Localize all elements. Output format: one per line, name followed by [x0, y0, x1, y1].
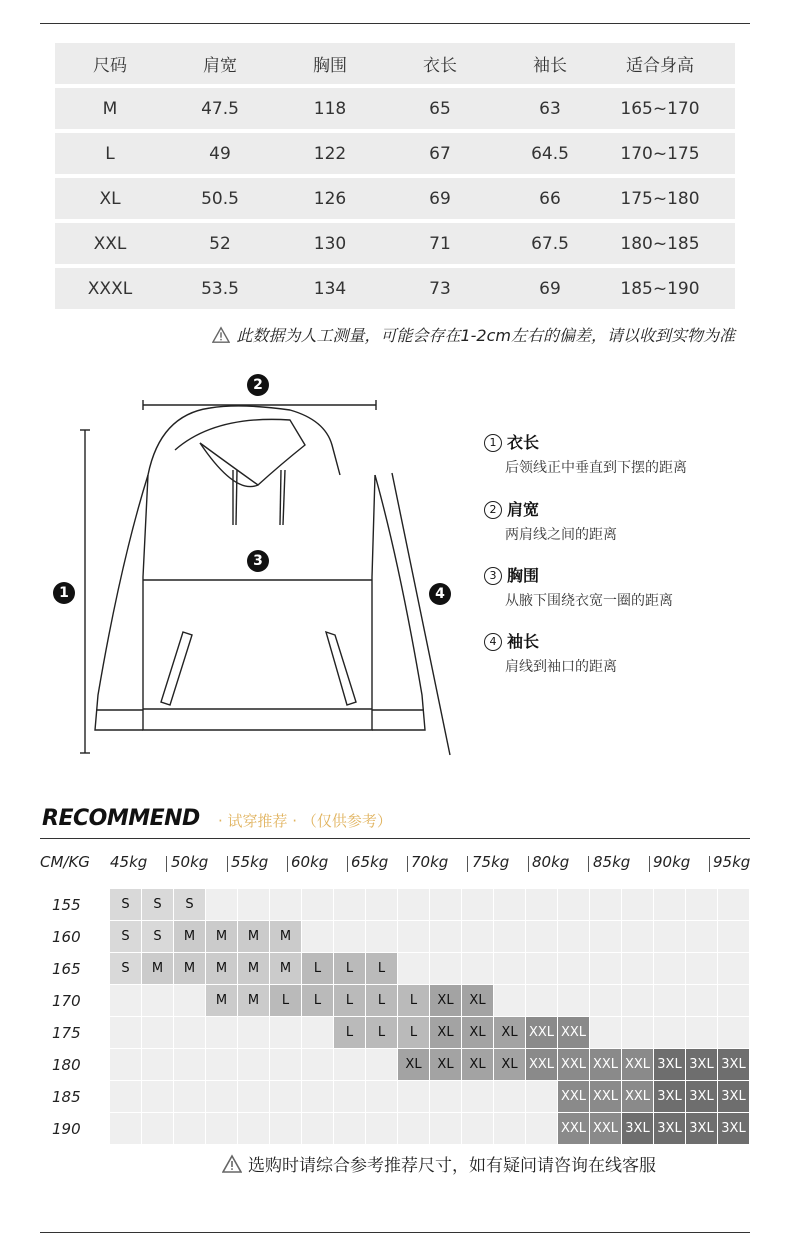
- weight-separator: [347, 856, 348, 872]
- grid-cell: [686, 921, 717, 952]
- grid-cell: [558, 889, 589, 920]
- size-cell: 肩宽: [203, 56, 237, 76]
- grid-cell: M: [174, 953, 205, 984]
- grid-cell: M: [206, 921, 237, 952]
- grid-cell: [302, 1017, 333, 1048]
- grid-cell: [302, 1113, 333, 1144]
- recommend-subtitle: · 试穿推荐 · （仅供参考）: [218, 812, 392, 830]
- grid-cell: [398, 953, 429, 984]
- grid-cell: [302, 1081, 333, 1112]
- legend-desc: 后领线正中垂直到下摆的距离: [505, 460, 687, 476]
- grid-cell: S: [110, 921, 141, 952]
- grid-cell: L: [334, 985, 365, 1016]
- size-cell: 71: [429, 233, 451, 254]
- grid-cell: 3XL: [718, 1049, 749, 1080]
- legend-chest: [484, 563, 744, 610]
- grid-cell: [718, 953, 749, 984]
- grid-cell: [558, 921, 589, 952]
- height-label: 165: [52, 960, 81, 978]
- grid-cell: L: [398, 1017, 429, 1048]
- size-cell: XXL: [93, 233, 127, 254]
- grid-cell: 3XL: [654, 1113, 685, 1144]
- recommend-rule: [40, 838, 750, 839]
- grid-cell: [526, 1081, 557, 1112]
- grid-cell: [686, 953, 717, 984]
- grid-cell: XXL: [590, 1049, 621, 1080]
- grid-cell: [462, 921, 493, 952]
- weight-separator: [166, 856, 167, 872]
- grid-cell: [302, 1049, 333, 1080]
- marker-4: 4: [429, 583, 451, 605]
- height-label: 170: [52, 992, 81, 1010]
- grid-cell: M: [206, 985, 237, 1016]
- grid-cell: [526, 953, 557, 984]
- grid-cell: [718, 921, 749, 952]
- grid-row: [110, 1049, 750, 1080]
- grid-cell: [654, 1017, 685, 1048]
- grid-cell: [494, 921, 525, 952]
- size-cell: 69: [539, 278, 561, 299]
- grid-cell: [206, 1017, 237, 1048]
- grid-cell: [302, 921, 333, 952]
- measurement-note-text: 此数据为人工测量，可能会存在1-2cm左右的偏差，请以收到实物为准: [236, 326, 735, 345]
- grid-cell: L: [334, 953, 365, 984]
- grid-row: [110, 921, 750, 952]
- legend-desc: 肩线到袖口的距离: [505, 659, 617, 675]
- grid-cell: [206, 1049, 237, 1080]
- grid-cell: XXL: [622, 1081, 653, 1112]
- grid-cell: [174, 1081, 205, 1112]
- grid-cell: XL: [430, 1049, 461, 1080]
- weight-label: 45kg: [110, 853, 148, 871]
- weight-label: 70kg: [411, 853, 449, 871]
- weight-label: 65kg: [351, 853, 389, 871]
- grid-cell: [174, 1113, 205, 1144]
- grid-cell: [142, 985, 173, 1016]
- size-table-row: [55, 268, 735, 309]
- grid-cell: [206, 1081, 237, 1112]
- size-cell: 118: [313, 98, 347, 119]
- grid-cell: [526, 1113, 557, 1144]
- weight-label: 50kg: [171, 853, 209, 871]
- grid-cell: L: [366, 985, 397, 1016]
- legend-desc: 两肩线之间的距离: [505, 527, 617, 543]
- size-cell: 73: [429, 278, 451, 299]
- grid-cell: 3XL: [686, 1081, 717, 1112]
- size-cell: 胸围: [313, 56, 347, 76]
- legend-shoulder: [484, 497, 744, 544]
- size-cell: L: [105, 143, 115, 164]
- grid-cell: XXL: [590, 1113, 621, 1144]
- grid-cell: M: [270, 921, 301, 952]
- grid-cell: [526, 921, 557, 952]
- size-table-header: [55, 43, 735, 84]
- size-table: [55, 43, 735, 313]
- size-cell: 185~190: [620, 278, 700, 299]
- grid-cell: [558, 953, 589, 984]
- grid-cell: [622, 953, 653, 984]
- grid-cell: [334, 1049, 365, 1080]
- grid-cell: [494, 953, 525, 984]
- grid-cell: [110, 1081, 141, 1112]
- grid-cell: L: [270, 985, 301, 1016]
- grid-cell: [494, 1113, 525, 1144]
- grid-cell: XL: [462, 1049, 493, 1080]
- size-cell: 67.5: [531, 233, 569, 254]
- weight-separator: [467, 856, 468, 872]
- grid-cell: XXL: [590, 1081, 621, 1112]
- grid-cell: [526, 985, 557, 1016]
- size-cell: 126: [313, 188, 347, 209]
- grid-cell: [238, 1113, 269, 1144]
- size-cell: 175~180: [620, 188, 700, 209]
- grid-cell: [334, 921, 365, 952]
- grid-cell: [238, 1081, 269, 1112]
- height-label: 155: [52, 896, 81, 914]
- weight-label: 60kg: [291, 853, 329, 871]
- size-table-row: [55, 88, 735, 129]
- grid-cell: [270, 1113, 301, 1144]
- grid-cell: [142, 1017, 173, 1048]
- weight-separator: [287, 856, 288, 872]
- size-table-row: [55, 178, 735, 219]
- corner-label: CM/KG: [40, 853, 90, 871]
- grid-cell: 3XL: [718, 1113, 749, 1144]
- grid-row: [110, 1081, 750, 1112]
- grid-cell: L: [366, 953, 397, 984]
- grid-cell: XL: [430, 1017, 461, 1048]
- weight-label: 80kg: [532, 853, 570, 871]
- grid-cell: 3XL: [718, 1081, 749, 1112]
- grid-cell: XL: [462, 985, 493, 1016]
- grid-cell: [142, 1049, 173, 1080]
- grid-cell: [110, 1049, 141, 1080]
- size-cell: M: [102, 98, 118, 119]
- grid-cell: [174, 985, 205, 1016]
- size-cell: 适合身高: [626, 56, 694, 76]
- grid-row: [110, 953, 750, 984]
- grid-cell: [110, 985, 141, 1016]
- purchase-note: [222, 1151, 656, 1176]
- grid-cell: M: [238, 921, 269, 952]
- marker-1: 1: [53, 582, 75, 604]
- weight-separator: [407, 856, 408, 872]
- grid-cell: XXL: [558, 1113, 589, 1144]
- marker-3: 3: [247, 550, 269, 572]
- legend-title: 胸围: [507, 566, 540, 585]
- grid-cell: [174, 1017, 205, 1048]
- grid-cell: XXL: [526, 1049, 557, 1080]
- grid-cell: [238, 1017, 269, 1048]
- legend-title: 袖长: [507, 632, 540, 651]
- grid-cell: 3XL: [686, 1113, 717, 1144]
- grid-cell: XXL: [622, 1049, 653, 1080]
- size-table-row: [55, 223, 735, 264]
- grid-cell: [366, 1049, 397, 1080]
- grid-cell: M: [270, 953, 301, 984]
- size-cell: 63: [539, 98, 561, 119]
- grid-cell: [270, 889, 301, 920]
- grid-cell: [366, 921, 397, 952]
- grid-cell: [494, 889, 525, 920]
- weight-label: 95kg: [713, 853, 751, 871]
- weight-separator: [709, 856, 710, 872]
- grid-row: [110, 1113, 750, 1144]
- grid-cell: XL: [462, 1017, 493, 1048]
- grid-cell: XL: [494, 1017, 525, 1048]
- grid-cell: [622, 889, 653, 920]
- grid-cell: [526, 889, 557, 920]
- size-cell: 122: [313, 143, 347, 164]
- legend-number: 2: [484, 501, 502, 519]
- size-cell: 尺码: [93, 56, 127, 76]
- grid-row: [110, 889, 750, 920]
- grid-cell: [334, 1081, 365, 1112]
- size-cell: 袖长: [533, 56, 567, 76]
- grid-cell: [238, 1049, 269, 1080]
- grid-cell: [622, 921, 653, 952]
- purchase-note-text: 选购时请综合参考推荐尺寸，如有疑问请咨询在线客服: [248, 1156, 656, 1176]
- grid-cell: L: [302, 953, 333, 984]
- grid-cell: [366, 1081, 397, 1112]
- grid-cell: [590, 985, 621, 1016]
- marker-2: 2: [247, 374, 269, 396]
- grid-cell: [558, 985, 589, 1016]
- grid-cell: [654, 953, 685, 984]
- grid-cell: XXL: [558, 1081, 589, 1112]
- grid-cell: [206, 889, 237, 920]
- legend-sleeve: [484, 629, 744, 676]
- grid-cell: [590, 921, 621, 952]
- grid-cell: M: [174, 921, 205, 952]
- grid-cell: [398, 889, 429, 920]
- grid-cell: [654, 889, 685, 920]
- bottom-rule: [40, 1232, 750, 1233]
- grid-cell: [494, 985, 525, 1016]
- height-label: 160: [52, 928, 81, 946]
- legend-title: 肩宽: [507, 500, 540, 519]
- grid-cell: L: [398, 985, 429, 1016]
- grid-cell: [238, 889, 269, 920]
- weight-label: 75kg: [472, 853, 510, 871]
- grid-cell: [462, 953, 493, 984]
- legend-number: 3: [484, 567, 502, 585]
- grid-cell: [430, 921, 461, 952]
- grid-cell: [366, 889, 397, 920]
- warning-icon: [212, 326, 230, 344]
- size-cell: 180~185: [620, 233, 700, 254]
- grid-cell: S: [142, 889, 173, 920]
- grid-cell: S: [110, 889, 141, 920]
- grid-cell: S: [142, 921, 173, 952]
- size-cell: 64.5: [531, 143, 569, 164]
- grid-cell: [462, 1113, 493, 1144]
- grid-cell: [462, 1081, 493, 1112]
- top-rule: [40, 23, 750, 24]
- weight-label: 55kg: [231, 853, 269, 871]
- grid-cell: [590, 1017, 621, 1048]
- grid-cell: M: [206, 953, 237, 984]
- height-label: 185: [52, 1088, 81, 1106]
- grid-cell: [110, 1113, 141, 1144]
- weight-header: [40, 853, 752, 875]
- weight-separator: [588, 856, 589, 872]
- height-label: 180: [52, 1056, 81, 1074]
- grid-cell: 3XL: [622, 1113, 653, 1144]
- recommend-grid: [110, 889, 750, 1145]
- grid-cell: [494, 1081, 525, 1112]
- grid-cell: [686, 1017, 717, 1048]
- grid-cell: [206, 1113, 237, 1144]
- grid-cell: [430, 1081, 461, 1112]
- grid-cell: [718, 1017, 749, 1048]
- grid-cell: [590, 889, 621, 920]
- grid-cell: [398, 1081, 429, 1112]
- grid-cell: XXL: [558, 1017, 589, 1048]
- grid-cell: L: [334, 1017, 365, 1048]
- grid-row: [110, 1017, 750, 1048]
- grid-cell: XL: [430, 985, 461, 1016]
- grid-cell: [270, 1049, 301, 1080]
- size-cell: 130: [313, 233, 347, 254]
- grid-cell: [398, 1113, 429, 1144]
- size-cell: 47.5: [201, 98, 239, 119]
- grid-cell: XL: [398, 1049, 429, 1080]
- grid-cell: 3XL: [654, 1049, 685, 1080]
- size-cell: 49: [209, 143, 231, 164]
- grid-cell: XL: [494, 1049, 525, 1080]
- recommend-title: RECOMMEND: [42, 806, 200, 831]
- size-cell: 65: [429, 98, 451, 119]
- grid-cell: L: [366, 1017, 397, 1048]
- grid-cell: [110, 1017, 141, 1048]
- grid-cell: XXL: [526, 1017, 557, 1048]
- size-cell: XL: [99, 188, 121, 209]
- size-cell: 衣长: [423, 56, 457, 76]
- grid-cell: [622, 985, 653, 1016]
- grid-cell: M: [238, 953, 269, 984]
- grid-cell: [654, 985, 685, 1016]
- grid-cell: [686, 985, 717, 1016]
- legend-number: 4: [484, 633, 502, 651]
- size-cell: 50.5: [201, 188, 239, 209]
- grid-row: [110, 985, 750, 1016]
- grid-cell: [174, 1049, 205, 1080]
- grid-cell: [270, 1081, 301, 1112]
- weight-separator: [649, 856, 650, 872]
- grid-cell: S: [110, 953, 141, 984]
- grid-cell: [430, 889, 461, 920]
- grid-cell: [430, 1113, 461, 1144]
- measurement-note: [150, 323, 735, 346]
- grid-cell: XXL: [558, 1049, 589, 1080]
- warning-icon: [222, 1154, 242, 1174]
- size-cell: 53.5: [201, 278, 239, 299]
- size-cell: 165~170: [620, 98, 700, 119]
- grid-cell: [622, 1017, 653, 1048]
- grid-cell: [302, 889, 333, 920]
- grid-cell: [462, 889, 493, 920]
- legend-length: [484, 430, 744, 477]
- grid-cell: [718, 985, 749, 1016]
- grid-cell: [366, 1113, 397, 1144]
- weight-label: 85kg: [593, 853, 631, 871]
- size-cell: 66: [539, 188, 561, 209]
- grid-cell: 3XL: [654, 1081, 685, 1112]
- height-label: 190: [52, 1120, 81, 1138]
- grid-cell: M: [238, 985, 269, 1016]
- grid-cell: [142, 1081, 173, 1112]
- size-cell: XXXL: [87, 278, 133, 299]
- weight-separator: [528, 856, 529, 872]
- grid-cell: [654, 921, 685, 952]
- size-cell: 134: [313, 278, 347, 299]
- size-cell: 69: [429, 188, 451, 209]
- grid-cell: [334, 889, 365, 920]
- grid-cell: M: [142, 953, 173, 984]
- grid-cell: [590, 953, 621, 984]
- grid-cell: [686, 889, 717, 920]
- size-cell: 67: [429, 143, 451, 164]
- grid-cell: [270, 1017, 301, 1048]
- grid-cell: 3XL: [686, 1049, 717, 1080]
- size-cell: 170~175: [620, 143, 700, 164]
- grid-cell: [334, 1113, 365, 1144]
- size-table-row: [55, 133, 735, 174]
- legend-desc: 从腋下围绕衣宽一圈的距离: [505, 593, 673, 609]
- grid-cell: S: [174, 889, 205, 920]
- grid-cell: [718, 889, 749, 920]
- legend-number: 1: [484, 434, 502, 452]
- height-label: 175: [52, 1024, 81, 1042]
- grid-cell: [398, 921, 429, 952]
- grid-cell: [142, 1113, 173, 1144]
- weight-separator: [227, 856, 228, 872]
- size-cell: 52: [209, 233, 231, 254]
- grid-cell: L: [302, 985, 333, 1016]
- legend-title: 衣长: [507, 433, 540, 452]
- grid-cell: [430, 953, 461, 984]
- weight-label: 90kg: [653, 853, 691, 871]
